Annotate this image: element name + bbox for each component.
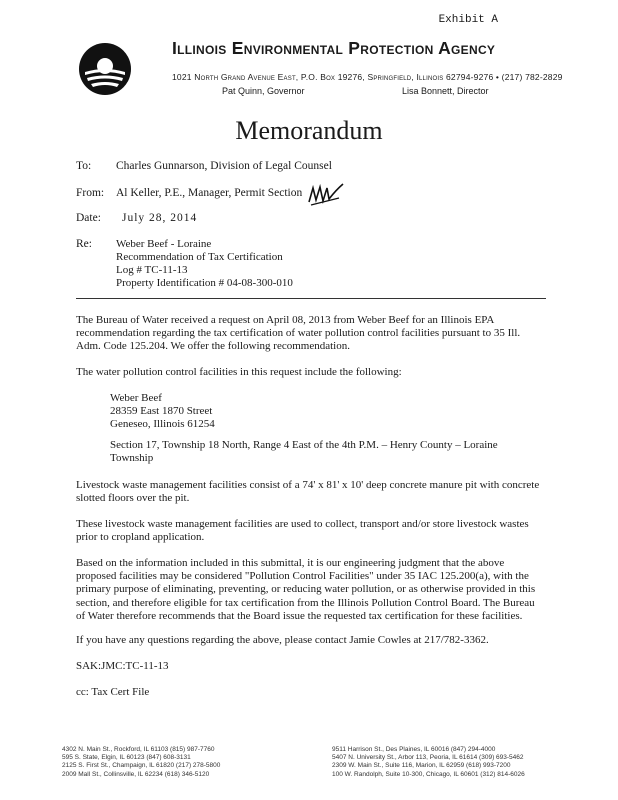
agency-seal-icon — [78, 42, 132, 96]
footer-offices-right — [332, 746, 525, 779]
to-value: Charles Gunnarson, Division of Legal Counsel — [116, 160, 332, 172]
date-label: Date: — [76, 212, 101, 224]
footer-address: 9511 Harrison St., Des Plaines, IL 60016 (847) 294-4000 — [332, 746, 496, 753]
re-line: Recommendation of Tax Certification — [116, 251, 283, 263]
paragraph-judgment: Based on the information included in this submittal, it is our engineering judgment that the above proposed facilities may be considered "Pollution Control Facilities" under 35 IAC 125.200(a), with the primary purpose of eliminating, preventing, or reducing water pollution, or as otherwise provided in this section, and therefore eligible for tax certification from the Illinois Pollution Control Board. The Bureau of Water therefore recommends that the Board issue the requested tax certification for these facilities. — [76, 557, 536, 622]
footer-address: 2125 S. First St., Champaign, IL 61820 (217) 278-5800 — [62, 762, 221, 770]
footer-address: 100 W. Randolph, Suite 10-300, Chicago, IL 60601 (312) 814-6026 — [332, 770, 525, 778]
date-value: July 28, 2014 — [122, 212, 198, 224]
facility-name: Weber Beef — [110, 392, 162, 404]
agency-address: 1021 North Grand Avenue East, P.O. Box 19276, Springfield, Illinois 62794-9276 • (217) 782-2829 — [172, 72, 563, 82]
re-label: Re: — [76, 238, 92, 250]
footer-address: 2009 Mall St., Collinsville, IL 62234 (618) 346-5120 — [62, 770, 210, 778]
re-line: Weber Beef - Loraine — [116, 238, 212, 250]
paragraph-facility-use: These livestock waste management facilities are used to collect, transport and/or store livestock wastes prior to cropland application. — [76, 518, 529, 544]
footer-address: 5407 N. University St., Arbor 113, Peoria, IL 61614 (309) 693-5462 — [332, 754, 524, 762]
paragraph-request: The Bureau of Water received a request on April 08, 2013 from Weber Beef for an Illinois EPA recommendation regarding the tax certification of water pollution control facilities pursuant to 35 Ill. Adm. Code 125.204. We offer the following recommendation. — [76, 314, 521, 353]
re-line: Log # TC-11-13 — [116, 264, 188, 276]
agency-name: Illinois Environmental Protection Agency — [172, 38, 496, 58]
to-label: To: — [76, 160, 92, 172]
exhibit-label: Exhibit A — [438, 14, 498, 26]
carbon-copy: cc: Tax Cert File — [76, 686, 150, 698]
governor-name: Pat Quinn, Governor — [222, 86, 305, 96]
reference-initials: SAK:JMC:TC-11-13 — [76, 660, 169, 672]
facility-street: 28359 East 1870 Street — [110, 405, 213, 417]
re-line: Property Identification # 04-08-300-010 — [116, 277, 293, 289]
paragraph-contact: If you have any questions regarding the above, please contact Jamie Cowles at 217/782-3362. — [76, 634, 489, 646]
facility-city: Geneseo, Illinois 61254 — [110, 418, 215, 430]
from-label: From: — [76, 187, 105, 199]
footer-address: 2309 W. Main St., Suite 116, Marion, IL 62959 (618) 993-7200 — [332, 762, 511, 770]
footer-address: 595 S. State, Elgin, IL 60123 (847) 608-3131 — [62, 754, 191, 762]
divider — [76, 298, 546, 299]
footer-offices-left — [62, 746, 220, 779]
from-value: Al Keller, P.E., Manager, Permit Section — [116, 187, 303, 199]
facility-legal-description: Section 17, Township 18 North, Range 4 East of the 4th P.M. – Henry County – Loraine Township — [110, 439, 498, 465]
director-name: Lisa Bonnett, Director — [402, 86, 489, 96]
paragraph-facility-description: Livestock waste management facilities consist of a 74' x 81' x 10' deep concrete manure pit with concrete slotted floors over the pit. — [76, 479, 540, 505]
memo-title: Memorandum — [235, 116, 383, 145]
footer-address: 4302 N. Main St., Rockford, IL 61103 (815) 987-7760 — [62, 746, 215, 753]
paragraph-facilities-intro: The water pollution control facilities in this request include the following: — [76, 366, 402, 378]
signature-initials-icon — [306, 182, 346, 208]
